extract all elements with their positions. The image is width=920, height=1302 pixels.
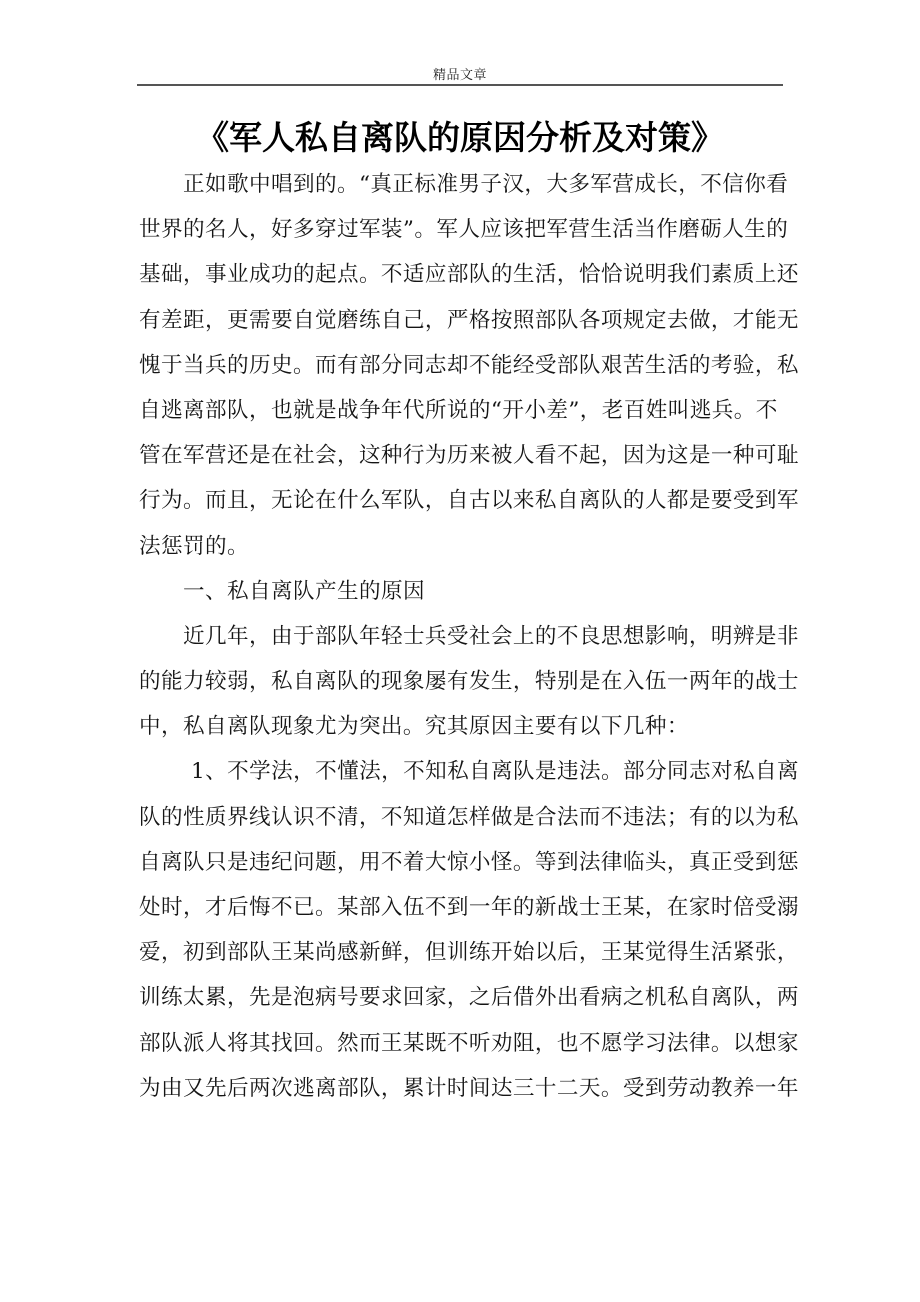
document-title: 《军人私自离队的原因分析及对策》	[196, 118, 724, 157]
paragraph-line: 中，私自离队现象尤为突出。究其原因主要有以下几种：	[139, 714, 689, 740]
paragraph-line: 自离队只是违纪问题，用不着大惊小怪。等到法律临头，真正受到惩	[139, 849, 799, 875]
paragraph-line: 自逃离部队，也就是战争年代所说的“开小差”，老百姓叫逃兵。不	[139, 397, 778, 423]
paragraph-line: 管在军营还是在社会，这种行为历来被人看不起，因为这是一种可耻	[139, 443, 799, 469]
paragraph-line: 世界的名人，好多穿过军装”。军人应该把军营生活当作磨砺人生的	[139, 217, 789, 243]
paragraph-line: 训练太累，先是泡病号要求回家，之后借外出看病之机私自离队，两	[139, 985, 799, 1011]
paragraph-line: 基础，事业成功的起点。不适应部队的生活，恰恰说明我们素质上还	[139, 262, 799, 288]
paragraph-line: 愧于当兵的历史。而有部分同志却不能经受部队艰苦生活的考验，私	[139, 352, 799, 378]
paragraph-line: 的能力较弱，私自离队的现象屡有发生，特别是在入伍一两年的战士	[139, 669, 799, 695]
paragraph-line: 队的性质界线认识不清，不知道怎样做是合法而不违法；有的以为私	[139, 804, 799, 830]
page-header-label: 精品文章	[432, 68, 487, 83]
document-body	[139, 162, 799, 1111]
paragraph-line: 有差距，更需要自觉磨练自己，严格按照部队各项规定去做，才能无	[139, 307, 799, 333]
header-divider	[137, 84, 783, 86]
numbered-item-line: 1、不学法，不懂法，不知私自离队是违法。部分同志对私自离	[191, 759, 799, 785]
paragraph-line: 爱，初到部队王某尚感新鲜，但训练开始以后，王某觉得生活紧张，	[139, 940, 799, 966]
paragraph-line: 正如歌中唱到的。“真正标准男子汉，大多军营成长，不信你看	[183, 172, 789, 197]
paragraph-line: 行为。而且，无论在什么军队，自古以来私自离队的人都是要受到军	[139, 488, 799, 514]
section-heading: 一、私自离队产生的原因	[183, 578, 425, 604]
paragraph-line: 处时，才后悔不已。某部入伍不到一年的新战士王某，在家时倍受溺	[139, 895, 799, 920]
paragraph-line: 近几年，由于部队年轻士兵受社会上的不良思想影响，明辨是非	[183, 623, 799, 649]
paragraph-line: 为由又先后两次逃离部队，累计时间达三十二天。受到劳动教养一年	[139, 1075, 799, 1101]
paragraph-line: 法惩罚的。	[139, 533, 249, 559]
paragraph-line: 部队派人将其找回。然而王某既不听劝阻，也不愿学习法律。以想家	[139, 1030, 799, 1056]
